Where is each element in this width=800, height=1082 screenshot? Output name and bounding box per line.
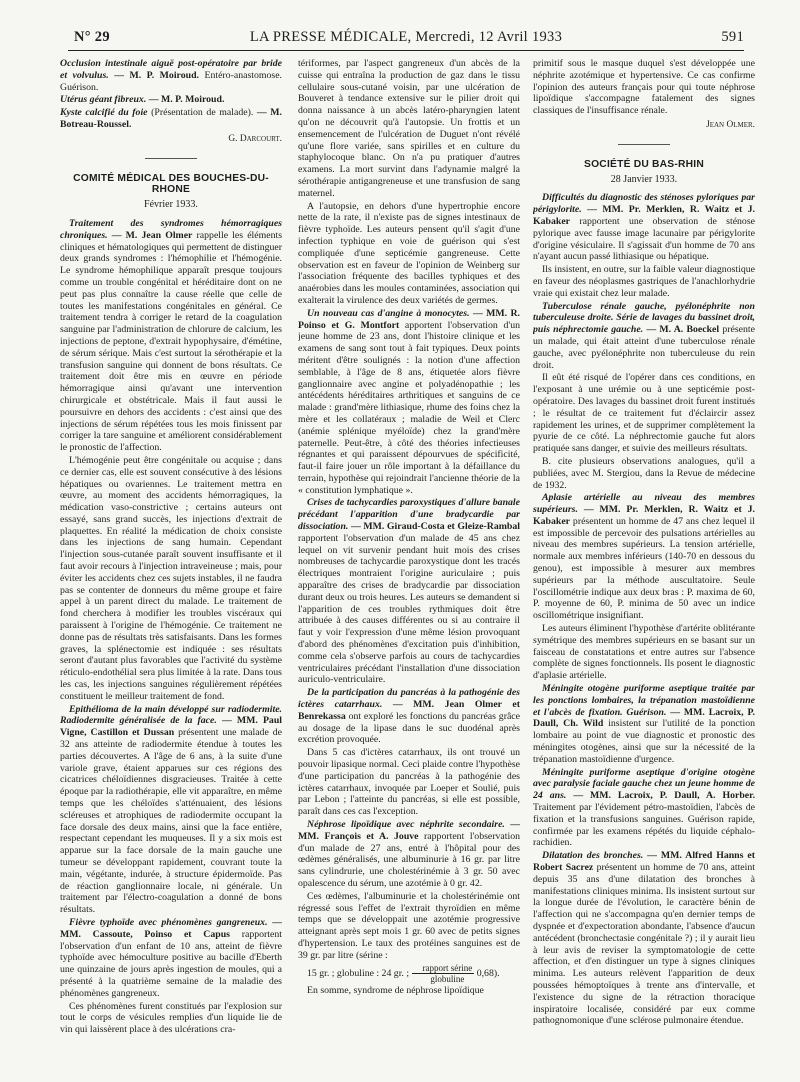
issue-number: N° 29 [74,29,110,45]
section-divider [618,144,670,145]
page-number: 591 [721,29,744,45]
paragraph: B. cite plusieurs observations analogues, qu'il a publiées, avec M. Stergiou, dans la Revue de médecine de 1932. [533,455,755,491]
entry-uterus: Utérus géant fibreux. — M. P. Moiroud. [60,94,225,106]
column-2 [298,58,520,1068]
entry-occlusion: Occlusion intestinale aiguë post-opératoire par bride et volvulus. — M. P. Moiroud. Entéro-anastomose. Guérison. [60,58,282,93]
paragraph: A l'autopsie, en dehors d'une hypertrophie encore nette de la rate, il n'existe pas de signes intestinaux de fièvre typhoïde. Les auteurs pensent qu'il s'agit d'une infection typhique en voie de guérison qui s'est compliquée d'une septicémie gangreneuse. Cette observation est en faveur de l'opinion de Weinberg sur l'association fréquente des bacilles typhiques et des anaérobies dans les moules contaminées, association qui exalterait la virulence des deux variétés de germes. [298,200,520,306]
entry-tachycardies: Crises de tachycardies paroxystiques d'allure banale précédant l'apparition d'une bradycardie par dissociation. — MM. Giraud-Costa et Gleize-Rambal rapportent l'observation d'un malade de 45 ans chez lequel on vit survenir pendant huit mois des crises nombreuses de tachycardie paroxystique dont les tracés électriques montraient l'origine auriculaire ; puis apparaître des crises de bradycardie par dissociation durant deux ou trois heures. Les auteurs se demandent si l'apparition de ces troubles rythmiques doit être attribuée à des causes différentes ou si au contraire il faut y voir l'expression d'une même lésion provoquant d'abord des phénomènes d'excitation puis d'inhibition, comme cela s'observe parfois au cours de tachycardies ventriculaires précédant l'installation d'une dissociation auriculo-ventriculaire. [298,497,520,686]
paragraph: tériformes, par l'aspect gangreneux d'un abcès de la cuisse qui entraîna la production de gaz dans le tissu cellulaire sous-cutané voisin, par une ulcération de Bouveret à tendance extensive sur le pilier droit qui donna naissance à un abcès latéro-pharyngien latent qu'on ne découvrit qu'à l'autopsie. Un frottis et un ensemencement de l'ulcération de Duguet n'ont révélé qu'une flore variée, sans spirilles et en culture du staphylocoque blanc. On n'a pu pratiquer d'autres examens. La mort survint dans l'adynamie malgré la sérothérapie antigangreneuse et une transfusion de sang maternel. [298,58,520,199]
protein-formula: 15 gr. ; globuline : 24 gr. ; $\frac{\text{rapport sérine}}{\text{globuline}}$ 0,68). [307,962,500,984]
entry-epithelioma: Epithélioma de la main développé sur radiodermite. Radiodermite généralisée de la face. — MM. Paul Vigne, Castillon et Dussan présentent une malade de 32 ans atteinte de radiodermite étendue à toutes les parties découvertes. A l'âge de 6 ans, à la suite d'une variole grave, étaient apparues sur ces régions des cicatrices chéloïdiennes disgracieuses. Traitée à cette époque par la radiothérapie, elle vit apparaître, en même temps que les chéloïdes s'atténuaient, des lésions scléreuses et atrophiques de radiodermite occupant la face dorsale des deux mains, ainsi que la face entière, respectant cependant les muqueuses. Il y a six mois est apparue sur la face dorsale de la main gauche une tumeur se développant rapidement, couvrant toute la main, végétante, indurée, à structure épidermoïde. Pas de réaction ganglionnaire locale, ni générale. Un traitement par l'électro-coagulation a donné de bons résultats. [60,703,282,916]
paragraph: Il eût été risqué de l'opérer dans ces conditions, en l'exposant à une urémie ou à une septicémie post-opératoire. Des lavages du bassinet droit furent institués ; le résultat de ce traitement fut d'éclaircir assez rapidement les urines, et de supprimer complètement la pyurie de ce côté. La néphrectomie gauche fut alors pratiquée sans danger, et suivie des meilleurs résultats. [533,372,755,455]
entry-meningite-2: Méningite puriforme aseptique d'origine otogène avec paralysie faciale gauche chez un jeune homme de 24 ans. — MM. Lacroix, P. Daull, A. Horber. Traitement par l'évidement pétro-mastoïdien, l'abcès de fixation et la transfusions sanguines. Guérison rapide, confirmée par les examens répétés du liquide céphalo-rachidien. [533,766,755,849]
society-heading: SOCIÉTÉ DU BAS-RHIN [584,158,704,170]
entry-stenoses: Difficultés du diagnostic des sténoses pyloriques par périgylorite. — MM. Pr. Merklen, R. Waitz et J. Kabaker rapportent une observation de sténose pylorique avec fausse image lacunaire par périgylorite d'origine vésiculaire. Il s'agissait d'un homme de 70 ans n'ayant aucun passé lithiasique ou hépatique. [533,192,755,263]
paragraph: primitif sous le masque duquel s'est développée une néphrite azotémique et hypertensive. Ce cas confirme l'opinion des auteurs français pour qui toute néphrose lipoïdique s'accompagne fatalement des signes classiques de l'insuffisance rénale. [533,58,755,117]
entry-kyste: Kyste calcifié du foie (Présentation de malade). — M. Botreau-Roussel. [60,107,282,130]
paragraph: Ces œdèmes, l'albuminurie et la cholestérinémie ont régressé sous l'effet de l'extrait thyroïdien en même temps que se développait une azotémie progressive atteignant après sept mois 1 gr. 60 avec de petits signes d'hypertension. Le taux des protéines sanguines est de 39 gr. par litre (sérine : [298,890,520,961]
section-divider [145,158,197,159]
entry-meningite-1: Méningite otogène puriforme aseptique traitée par les ponctions lombaires, la trépanation mastoïdienne et l'abcès de fixation. Guérison. — MM. Lacroix, P. Daull, Ch. Wild insistent sur l'utilité de la ponction lombaire au point de vue diagnostic et pronostic des méningites otogènes, ainsi que sur la nécessité de la trépanation mastoïdienne d'urgence. [533,683,755,765]
entry-pancreas: De la participation du pancréas à la pathogénie des ictères catarrhaux. — MM. Jean Olmer et Benrekassa ont exploré les fonctions du pancréas grâce au dosage de la lipase dans le suc duodénal après excrétion provoquée. [298,687,520,746]
signature-darcourt: G. Darcourt. [228,133,282,144]
signature-olmer: Jean Olmer. [706,119,755,130]
entry-nephrose: Néphrose lipoïdique avec néphrite secondaire. — MM. François et A. Jouve rapportent l'observation d'un malade de 27 ans, entré à l'hôpital pour des œdèmes généralisés, une albuminurie à 16 gr. par litre sans cylindrurie, une cholestérinémie à 3 gr. 50 avec opalescence du sérum, une azotémie à 0 gr. 42. [298,819,520,889]
entry-tuberculose: Tuberculose rénale gauche, pyélonéphrite non tuberculeuse droite. Série de lavages du bassinet droit, puis néphrectomie gauche. — M. A. Boeckel présente un malade, qui était atteint d'une tuberculose rénale gauche, avec pyélonéphrite non tuberculeuse du rein droit. [533,300,755,371]
paragraph: Les auteurs éliminent l'hypothèse d'artérite oblitérante symétrique des membres supérieurs en se basant sur un faisceau de constatations et entre autres sur l'absence complète de signes fonctionnels. Ils posent le diagnostic d'aplasie artérielle. [533,623,755,682]
journal-title: LA PRESSE MÉDICALE, Mercredi, 12 Avril 1933 [249,29,563,45]
paragraph: L'hémogénie peut être congénitale ou acquise ; dans ce dernier cas, elle est souvent consécutive à des lésions hépatiques ou ovariennes. Le traitement mettra en œuvre, au moment des accidents hémorragiques, la médication vaso-constrictive ; certains auteurs ont essayé, sans grand succès, les injections d'extrait de plaquettes. En réalité la médication de choix consiste dans les injections de sang humain. Cependant l'injection sous-cutanée paraît souvent insuffisante et il faut avoir recours à l'injection intraveineuse ; mais, pour éviter les accidents chez ces sujets instables, il ne faudra pas se contenter de donneurs du même groupe et faire appel à un parent direct du malade. Le traitement de fond cherchera à modifier les troubles viscéraux qui paraissent à l'origine de l'hémogénie. Ce traitement ne donne pas de résultats très satisfaisants. Dans les formes graves, la splénectomie est indiquée : ses résultats seront d'autant plus favorables que l'activité du système réticulo-endothélial sera plus limitée à la rate. Dans tous les cas, les injections sanguines régulièrement répétées constituent le meilleur traitement de fond. [60,454,282,702]
fraction: $\frac{\text{rapport sérine}}{\text{globuline}}$ [412,963,475,984]
page-header [68,25,744,49]
session-date: 28 Janvier 1933. [610,173,678,185]
entry-hemorragiques: Traitement des syndromes hémorragiques chroniques. — M. Jean Olmer rappelle les éléments cliniques et hématologiques qui permettent de distinguer deux grands syndromes : l'hémophilie et l'hémogénie. Le syndrome hémophilique apparaît presque toujours comme un trouble congénital et héréditaire dont on ne peut pas plus connaître la cause réelle que celle de toutes les manifestations congénitales en général. Ce traitement tendra à corriger le retard de la coagulation sanguine par l'administration de chlorure de calcium, les injections de peptone, d'extrait hypophysaire, d'émétine, de sérum sérique. Mais c'est surtout la sérothérapie et la transfusion sanguine qui donnent de bons résultats. Ce traitement doit être mis en œuvre en période hémorragique ainsi qu'avant une intervention chirurgicale et obstétricale. Mais il faut aussi le poursuivre en dehors des accidents : c'est ainsi que des injections de sérum répétées tous les mois finissent par corriger la tare sanguine et améliorent considérablement le pronostic de l'affection. [60,217,282,454]
paragraph: Ces phénomènes furent constitués par l'explosion sur tout le corps de vésicules remplies d'un liquide lie de vin qui laissèrent place à des ulcérations cra- [60,1000,282,1036]
entry-dilatation: Dilatation des bronches. — MM. Alfred Hanns et Robert Sacrez présentent un homme de 70 ans, atteint depuis 35 ans d'une dilatation des bronches à manifestations cliniques minima. Ils insistent surtout sur la longue durée de l'évolution, le caractère bénin de l'affection qui ne s'accompagna qu'en dernier temps de dyspnée et d'expectoration abondante, l'absence d'aucun antécédent (bronchectasie congénitale ?) ; il y aurait lieu à leur avis de reviser la symptomatologie de cette affection, et d'en distinguer un type à signes cliniques minima. Les auteurs relèvent l'apparition de deux poussées hémoptoïques à trente ans d'intervalle, et l'existence du signe de la rétraction thoracique inspiratoire localisée, considéré par eux comme pathognomonique d'une sclérose pulmonaire étendue. [533,850,755,1027]
header-rule [68,50,744,51]
column-1 [60,58,282,1068]
paragraph: Dans 5 cas d'ictères catarrhaux, ils ont trouvé un pouvoir lipasique normal. Ceci plaide contre l'hypothèse d'une participation du pancréas à la pathogénie des ictères catarrhaux, invoquée par Loeper et Soulié, puis par Lebon ; l'atteinte du pancréas, si elle est possible, paraît dans ces cas l'exception. [298,747,520,818]
session-date: Février 1933. [144,199,198,211]
paragraph: En somme, syndrome de néphrose lipoïdique [307,984,484,996]
entry-aplasie: Aplasie artérielle au niveau des membres supérieurs. — MM. Pr. Merklen, R. Waitz et J. Kabaker présentent un homme de 47 ans chez lequel il est impossible de percevoir des pulsations artérielles au niveau des membres supérieurs. La tension artérielle, normale aux membres inférieurs (140-70 en dessous du genou), est impossible à mesurer aux membres supérieurs par la méthode auscultatoire. Seule l'oscillométrie indique aux deux bras : P. maxima de 60, P. moyenne de 60, P. minima de 50 avec un indice oscillométrique insignifiant. [533,492,755,622]
entry-typhoide: Fièvre typhoïde avec phénomènes gangreneux. — MM. Cassoute, Poinso et Capus rapportent l'observation d'un enfant de 10 ans, atteint de fièvre typhoïde avec hémoculture positive au bacille d'Eberth une quinzaine de jours après ingestion de moules, qui a présenté à la quatrième semaine de la maladie des phénomènes gangreneux. [60,916,282,999]
society-heading: COMITÉ MÉDICAL DES BOUCHES-DU-RHONE [73,172,269,196]
entry-angine: Un nouveau cas d'angine à monocytes. — MM. R. Poinso et G. Montfort apportent l'observation d'un jeune homme de 23 ans, dont l'histoire clinique et les examens de sang sont tout à fait typiques. Deux points méritent d'être soulignés : la notion d'une affection semblable, à l'âge de 8 ans, étiquetée alors fièvre ganglionnaire avec angine et polyadénopathie ; les antécédents héréditaires arthritiques et sanguins de ce malade : grand'mère lithiasique, rhume des foins chez la mère et les collatéraux ; maladie de Weil et Clerc (anémie splénique myéloïde) chez la grand'mère paternelle. Peut-être, à côté des théories infectieuses régnantes et qui paraissent dépourvues de spécificité, faut-il faire jouer un rôle important à la défaillance du terrain, hypothèse qui rejoindrait l'ancienne théorie de la « constitution lymphatique ». [298,307,520,496]
paragraph: Ils insistent, en outre, sur la faible valeur diagnostique en faveur des néoplasmes gastriques de l'anachlorhydrie vraie qui existait chez leur malade. [533,264,755,299]
column-3 [533,58,755,1068]
